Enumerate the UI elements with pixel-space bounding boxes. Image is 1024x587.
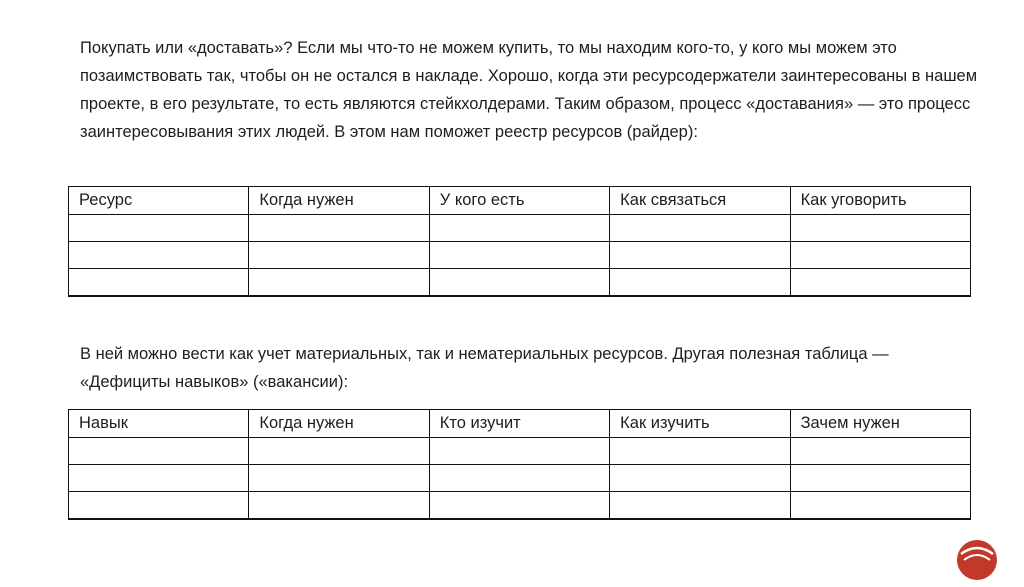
header-cell-when-needed: Когда нужен — [249, 187, 429, 215]
table-cell[interactable] — [790, 215, 970, 242]
table-cell[interactable] — [69, 438, 249, 465]
table-cell[interactable] — [69, 465, 249, 492]
table-cell[interactable] — [610, 269, 790, 297]
table-cell[interactable] — [69, 492, 249, 520]
table-cell[interactable] — [249, 269, 429, 297]
table-cell[interactable] — [610, 242, 790, 269]
header-cell-who-has: У кого есть — [429, 187, 609, 215]
table-cell[interactable] — [790, 269, 970, 297]
table-row — [69, 269, 971, 297]
skill-deficits-table — [68, 409, 971, 520]
table-cell[interactable] — [429, 215, 609, 242]
header-cell-who-will-learn: Кто изучит — [429, 410, 609, 438]
table-cell[interactable] — [69, 269, 249, 297]
header-cell-resource: Ресурс — [69, 187, 249, 215]
header-cell-how-to-persuade: Как уговорить — [790, 187, 970, 215]
header-cell-how-to-learn: Как изучить — [610, 410, 790, 438]
table-cell[interactable] — [69, 215, 249, 242]
table-cell[interactable] — [790, 242, 970, 269]
header-cell-why-needed: Зачем нужен — [790, 410, 970, 438]
table-cell[interactable] — [249, 465, 429, 492]
table-cell[interactable] — [249, 492, 429, 520]
second-paragraph: В ней можно вести как учет материальных, так и нематериальных ресурсов. Другая полезная таблица — «Дефициты навыков» («вакансии): — [80, 345, 889, 391]
header-cell-when-needed: Когда нужен — [249, 410, 429, 438]
table-cell[interactable] — [610, 215, 790, 242]
table-row — [69, 215, 971, 242]
table-row — [69, 465, 971, 492]
table-cell[interactable] — [69, 242, 249, 269]
table-cell[interactable] — [249, 242, 429, 269]
table-cell[interactable] — [790, 492, 970, 520]
table-cell[interactable] — [429, 269, 609, 297]
table-cell[interactable] — [429, 465, 609, 492]
table-cell[interactable] — [429, 438, 609, 465]
table-cell[interactable] — [249, 438, 429, 465]
header-cell-skill: Навык — [69, 410, 249, 438]
table-cell[interactable] — [429, 492, 609, 520]
table-cell[interactable] — [429, 242, 609, 269]
table-cell[interactable] — [790, 438, 970, 465]
table-cell[interactable] — [610, 438, 790, 465]
table-cell[interactable] — [790, 465, 970, 492]
table-row — [69, 242, 971, 269]
table-row — [69, 492, 971, 520]
intro-paragraph: Покупать или «доставать»? Если мы что-то не можем купить, то мы находим кого-то, у кого мы можем это позаимствовать так, чтобы он не остался в накладе. Хорошо, когда эти ресурсодержатели заинтересованы в нашем проекте, в его результате, то есть являются стейкхолдерами. Таким образом, процесс «доставания» — это процесс заинтересовывания этих людей. В этом нам поможет реестр ресурсов (райдер): — [80, 39, 978, 141]
table-header-row — [69, 410, 971, 438]
table-row — [69, 438, 971, 465]
table-header-row — [69, 187, 971, 215]
header-cell-how-to-contact: Как связаться — [610, 187, 790, 215]
table-cell[interactable] — [610, 492, 790, 520]
resource-registry-table — [68, 186, 971, 297]
table-cell[interactable] — [249, 215, 429, 242]
table-cell[interactable] — [610, 465, 790, 492]
slide-logo-icon — [955, 538, 999, 582]
